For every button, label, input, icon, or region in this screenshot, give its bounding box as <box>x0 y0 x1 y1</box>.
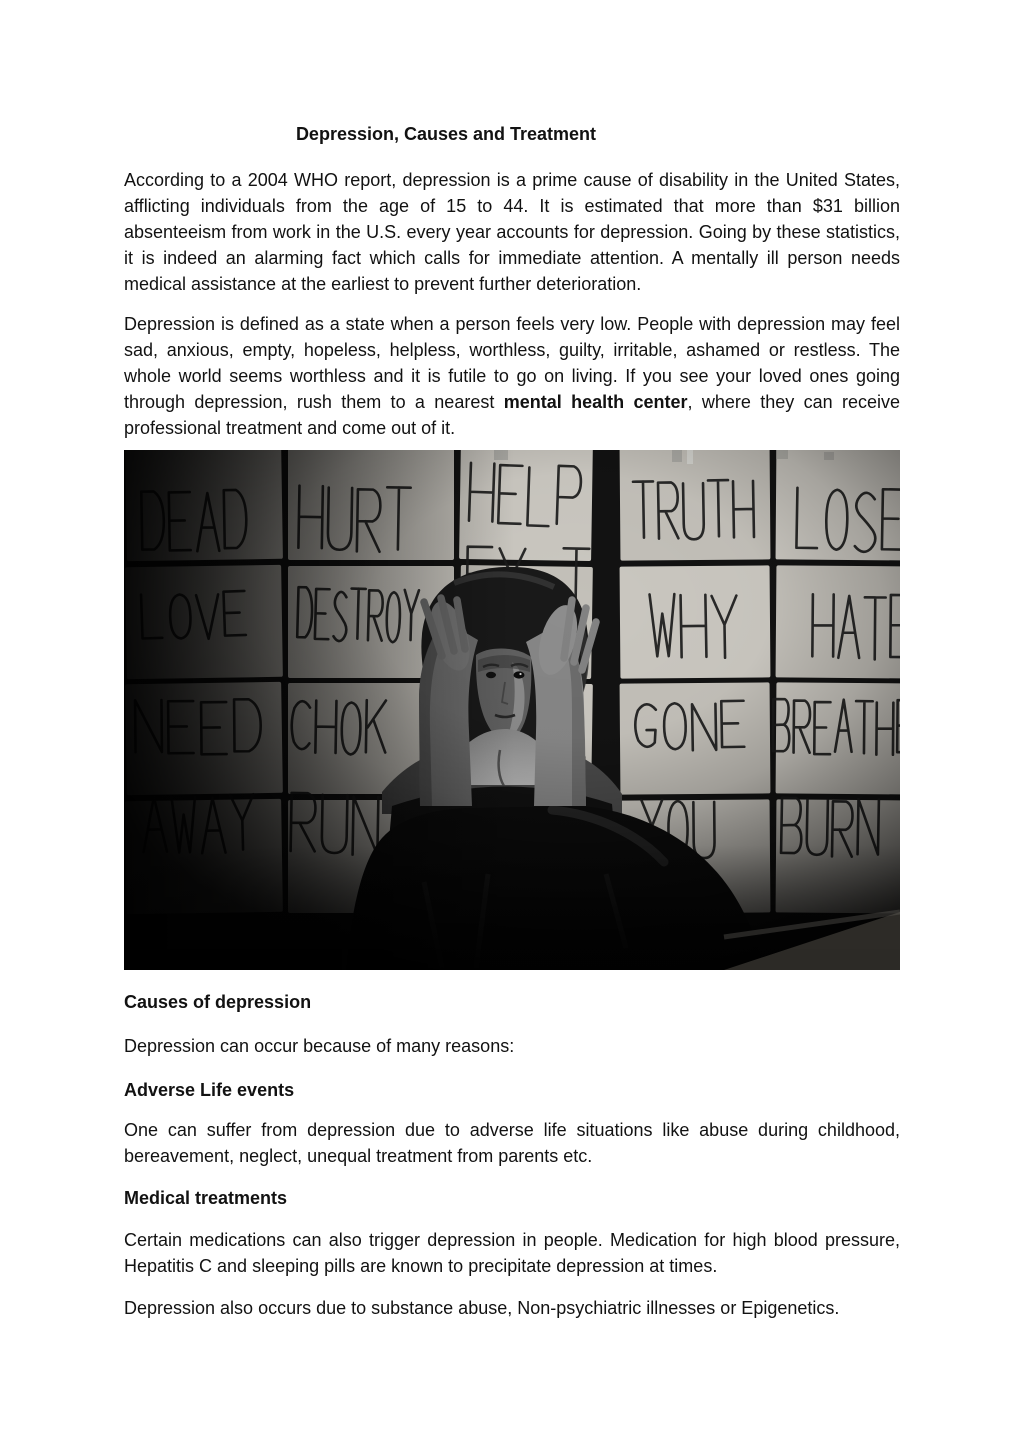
definition-text-before: Depression is defined as a state when a person feels very low. People with depression may feel sad, anxious, empty, hopeless, helpless, worthless, guilty, irritable, ashamed or restless. The whole world seems worthless and it is futile to go on living. If you see your loved ones going through depression, rush them to a nearest <box>124 314 900 412</box>
heading-medical-treatments: Medical treatments <box>124 1188 288 1208</box>
paragraph-causes-intro: Depression can occur because of many reasons: <box>124 1036 515 1056</box>
vignette-overlay <box>124 450 900 970</box>
heading-adverse-life-events: Adverse Life events <box>124 1080 295 1100</box>
paragraph-definition <box>124 311 900 441</box>
paragraph-closing: Depression also occurs due to substance abuse, Non-psychiatric illnesses or Epigenetics. <box>124 1298 840 1318</box>
page-title: Depression, Causes and Treatment <box>295 124 597 144</box>
depression-photo <box>124 450 900 970</box>
paragraph-intro: According to a 2004 WHO report, depression is a prime cause of disability in the United States, afflicting individuals from the age of 15 to 44. It is estimated that more than $31 billion absenteeism from work in the U.S. every year accounts for depression. Going by these statistics, it is indeed an alarming fact which calls for immediate attention. A mentally ill person needs medical assistance at the earliest to prevent further deterioration. <box>124 170 900 294</box>
paragraph-adverse: One can suffer from depression due to adverse life situations like abuse during childhood, bereavement, neglect, unequal treatment from parents etc. <box>124 1120 900 1166</box>
heading-causes: Causes of depression <box>124 992 312 1012</box>
document-body <box>124 121 900 1321</box>
paragraph-medical: Certain medications can also trigger depression in people. Medication for high blood pressure, Hepatitis C and sleeping pills are known to precipitate depression at times. <box>124 1230 900 1276</box>
mental-health-center-bold: mental health center <box>503 392 688 412</box>
photo-svg <box>124 450 900 970</box>
definition-text-after: , where they can receive professional treatment and come out of it. <box>124 392 900 438</box>
